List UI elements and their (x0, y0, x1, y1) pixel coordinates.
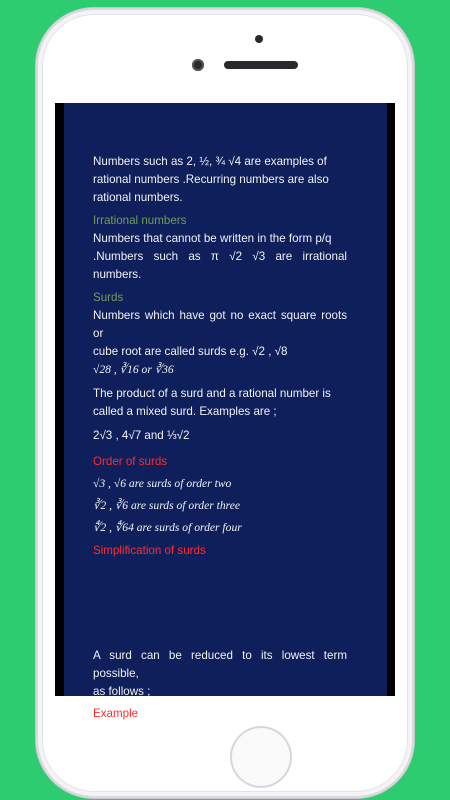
order-three-line: ∛2 , ∛6 are surds of order three (93, 499, 241, 512)
mixed-surd-text-line-1: The product of a surd and a rational number is (93, 387, 331, 400)
order-four-line: ∜2 , ∜64 are surds of order four (93, 521, 242, 534)
order-two-line: √3 , √6 are surds of order two (93, 477, 232, 490)
lesson-content (93, 153, 347, 560)
surds-heading: Surds (93, 291, 124, 304)
rational-text-line-3: rational numbers. (93, 191, 183, 204)
reduce-text-line-2: as follows ; (93, 685, 151, 698)
irrational-text-line-1: Numbers that cannot be written in the form p/q (93, 232, 332, 245)
proximity-sensor-icon (255, 35, 263, 43)
mixed-surd-text-line-2: called a mixed surd. Examples are ; (93, 405, 277, 418)
surds-text-line-1: Numbers which have got no exact square roots or (93, 309, 347, 340)
simplification-heading: Simplification of surds (93, 544, 206, 557)
reduction-content (93, 647, 347, 723)
example-heading: Example (93, 707, 139, 720)
rational-text-line-1: Numbers such as 2, ½, ¾ √4 are examples of (93, 155, 327, 168)
mixed-surd-examples: 2√3 , 4√7 and ⅓√2 (93, 429, 190, 442)
rational-text-line-2: rational numbers .Recurring numbers are also (93, 173, 329, 186)
order-of-surds-heading: Order of surds (93, 455, 168, 468)
front-camera-icon (192, 59, 204, 71)
earpiece-speaker-icon (224, 61, 298, 69)
surds-text-line-3: √28 , ∛16 or ∛36 (93, 363, 174, 376)
irrational-text-line-2: .Numbers such as π √2 √3 are irrational numbers. (93, 250, 347, 281)
reduce-text-line-1: A surd can be reduced to its lowest term possible, (93, 649, 347, 680)
surds-text-line-2: cube root are called surds e.g. √2 , √8 (93, 345, 288, 358)
phone-screen (55, 103, 395, 720)
irrational-heading: Irrational numbers (93, 214, 187, 227)
home-button[interactable] (230, 726, 292, 788)
